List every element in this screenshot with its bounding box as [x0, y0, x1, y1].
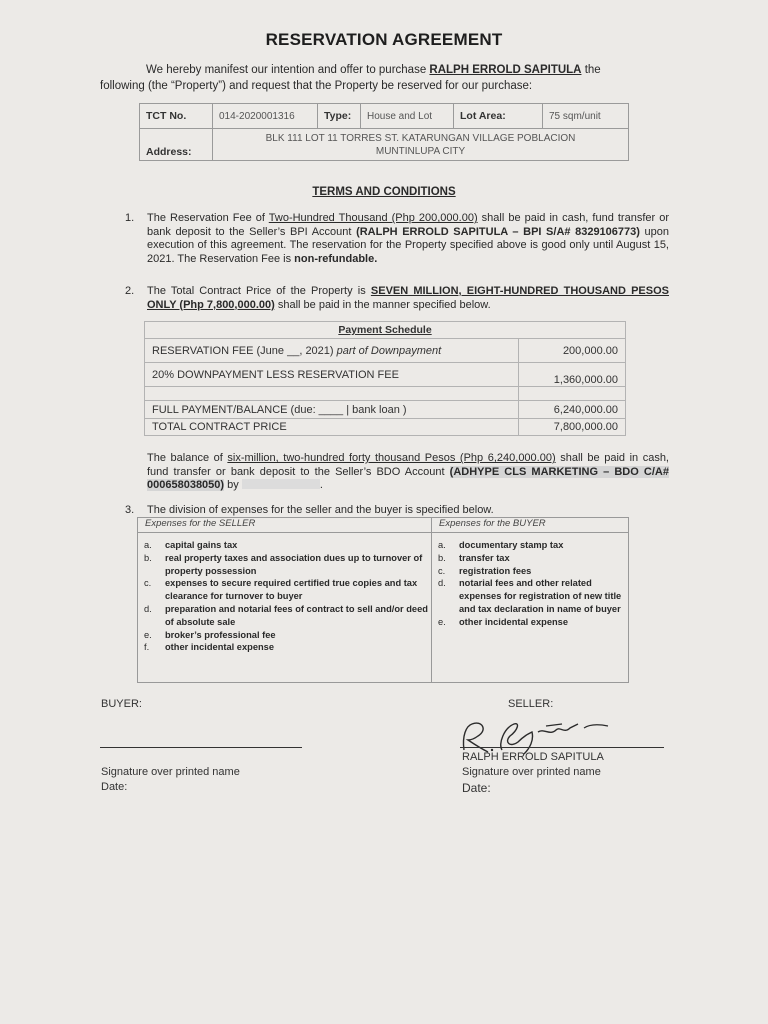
list-text: other incidental expense	[165, 642, 275, 653]
term-text: upon execution of this agreement. The reservation for the Property specified above is good only until August 15, 2021. The Reservation Fee is	[147, 225, 669, 265]
seller-expenses-heading: Expenses for the SELLER	[138, 518, 432, 533]
table-row	[145, 401, 626, 419]
buyer-label: BUYER:	[101, 698, 142, 710]
list-marker: d.	[144, 603, 152, 614]
list-marker: e.	[438, 616, 446, 627]
term-3	[125, 504, 669, 518]
contract-price-words: SEVEN MILLION, EIGHT-HUNDRED THOUSAND PESOS ONLY (Php 7,800,000.00)	[147, 285, 669, 311]
list-text: capital gains tax	[165, 540, 238, 550]
intro-text-end: the	[584, 64, 601, 76]
term-text: shall be paid in the manner specified below.	[274, 298, 491, 311]
list-item	[432, 577, 628, 615]
buyer-signature-caption: Signature over printed name	[101, 766, 240, 778]
buyer-signature-line	[100, 747, 302, 748]
payment-label-text: RESERVATION FEE (June __, 2021)	[152, 344, 337, 357]
buyer-expenses-cell	[432, 533, 629, 683]
list-item	[432, 539, 628, 552]
seller-signature-caption: Signature over printed name	[462, 766, 601, 778]
list-marker: b.	[438, 552, 446, 563]
buyer-expenses-list	[432, 539, 628, 629]
buyer-date-label: Date:	[101, 781, 128, 793]
list-text: other incidental expense	[459, 616, 569, 627]
list-text: real property taxes and association dues up to turnover of property possession	[165, 552, 423, 576]
payment-schedule-table	[144, 321, 626, 436]
payment-label	[145, 387, 519, 401]
list-marker: e.	[144, 629, 152, 640]
list-item	[432, 552, 628, 565]
list-item	[138, 577, 431, 603]
payment-schedule-heading: Payment Schedule	[145, 322, 626, 339]
list-marker: a.	[438, 540, 446, 550]
address-value	[213, 129, 629, 161]
buyer-expenses-heading: Expenses for the BUYER	[432, 518, 629, 533]
bpi-account: (RALPH ERROLD SAPITULA – BPI S/A# 8329106773)	[356, 225, 640, 238]
list-item	[138, 629, 431, 642]
payment-label-note: part of Downpayment	[336, 344, 442, 357]
seller-signature-line	[460, 747, 664, 748]
list-item	[432, 565, 628, 578]
seller-expenses-cell	[138, 533, 432, 683]
balance-end: .	[319, 479, 323, 491]
seller-label: SELLER:	[508, 698, 554, 710]
payment-amount: 6,240,000.00	[519, 401, 626, 419]
list-text: preparation and notarial fees of contract to sell and/or deed of absolute sale	[165, 603, 428, 627]
balance-text: shall be paid in cash, fund transfer or bank deposit to the Seller’s BDO Account	[147, 452, 669, 478]
list-item	[138, 539, 431, 552]
list-marker: b.	[144, 552, 152, 563]
table-row	[145, 387, 626, 401]
payment-amount: 7,800,000.00	[519, 419, 626, 436]
type-value: House and Lot	[361, 104, 454, 129]
list-marker: a.	[144, 540, 152, 550]
list-item	[138, 641, 431, 654]
tct-label: TCT No.	[140, 104, 213, 129]
lot-area-label: Lot Area:	[454, 104, 543, 129]
list-text: documentary stamp tax	[459, 540, 564, 550]
term-text: shall be paid in cash, fund transfer or bank deposit to the Seller’s BPI Account	[147, 212, 669, 238]
address-line-1: BLK 111 LOT 11 TORRES ST. KATARUNGAN VILLAGE POBLACION	[265, 132, 576, 144]
tct-value: 014-2020001316	[213, 104, 318, 129]
list-text: broker’s professional fee	[165, 629, 276, 640]
list-text: notarial fees and other related expenses for registration of new title and tax declaration in name of buyer	[459, 578, 622, 614]
term-text: The Total Contract Price of the Property is	[147, 285, 371, 297]
balance-words: six-million, two-hundred forty thousand Pesos (Php 6,240,000.00)	[227, 452, 556, 464]
seller-printed-name: RALPH ERROLD SAPITULA	[462, 751, 604, 763]
document-title: RESERVATION AGREEMENT	[265, 30, 503, 49]
term-text: The Reservation Fee of	[147, 212, 269, 224]
list-text: registration fees	[459, 565, 532, 576]
term-number: 1.	[125, 212, 135, 224]
list-marker: f.	[144, 642, 150, 653]
seller-expenses-list	[138, 539, 431, 654]
balance-text: The balance of	[147, 452, 228, 464]
list-marker: c.	[438, 565, 446, 576]
list-marker: c.	[144, 578, 152, 589]
list-item	[138, 552, 431, 578]
expenses-table	[137, 517, 629, 683]
intro-line-2: following (the “Property”) and request that the Property be reserved for our purchase:	[100, 80, 533, 92]
list-marker: d.	[438, 578, 446, 589]
term-number: 3.	[125, 504, 135, 516]
payment-label: TOTAL CONTRACT PRICE	[145, 419, 519, 436]
lot-area-value: 75 sqm/unit	[543, 104, 629, 129]
table-row	[145, 419, 626, 436]
balance-paragraph	[147, 452, 669, 493]
payment-label: 20% DOWNPAYMENT LESS RESERVATION FEE	[145, 363, 519, 387]
table-row	[145, 339, 626, 363]
list-text: expenses to secure required certified true copies and tax clearance for turnover to buyer	[165, 578, 418, 602]
bdo-account: (ADHYPE CLS MARKETING – BDO C/A# 000658038050)	[147, 465, 669, 491]
payment-amount: 1,360,000.00	[519, 363, 626, 387]
balance-text: by	[224, 479, 242, 491]
address-line-2: MUNTINLUPA CITY	[375, 145, 466, 157]
term-number: 2.	[125, 285, 135, 297]
list-item	[138, 603, 431, 629]
blank-date-field	[242, 479, 320, 489]
term-1	[125, 212, 669, 266]
fee-words: Two-Hundred Thousand (Php 200,000.00)	[268, 212, 478, 224]
type-label: Type:	[318, 104, 361, 129]
terms-heading: TERMS AND CONDITIONS	[312, 186, 456, 198]
intro-paragraph	[100, 62, 675, 94]
address-label: Address:	[140, 129, 213, 161]
property-table	[139, 103, 629, 161]
term-text: The division of expenses for the seller and the buyer is specified below.	[147, 504, 494, 516]
payment-label	[145, 339, 519, 363]
intro-text: We hereby manifest our intention and offer to purchase	[146, 64, 427, 76]
list-text: transfer tax	[459, 552, 510, 563]
term-2	[125, 285, 669, 312]
non-refundable: non-refundable.	[294, 252, 378, 265]
seller-name: RALPH ERROLD SAPITULA	[429, 64, 582, 76]
payment-amount	[519, 387, 626, 401]
list-item	[432, 616, 628, 629]
table-row	[145, 363, 626, 387]
payment-amount: 200,000.00	[519, 339, 626, 363]
payment-label: FULL PAYMENT/BALANCE (due: ____ | bank loan )	[145, 401, 519, 419]
seller-date-label: Date:	[462, 781, 491, 795]
